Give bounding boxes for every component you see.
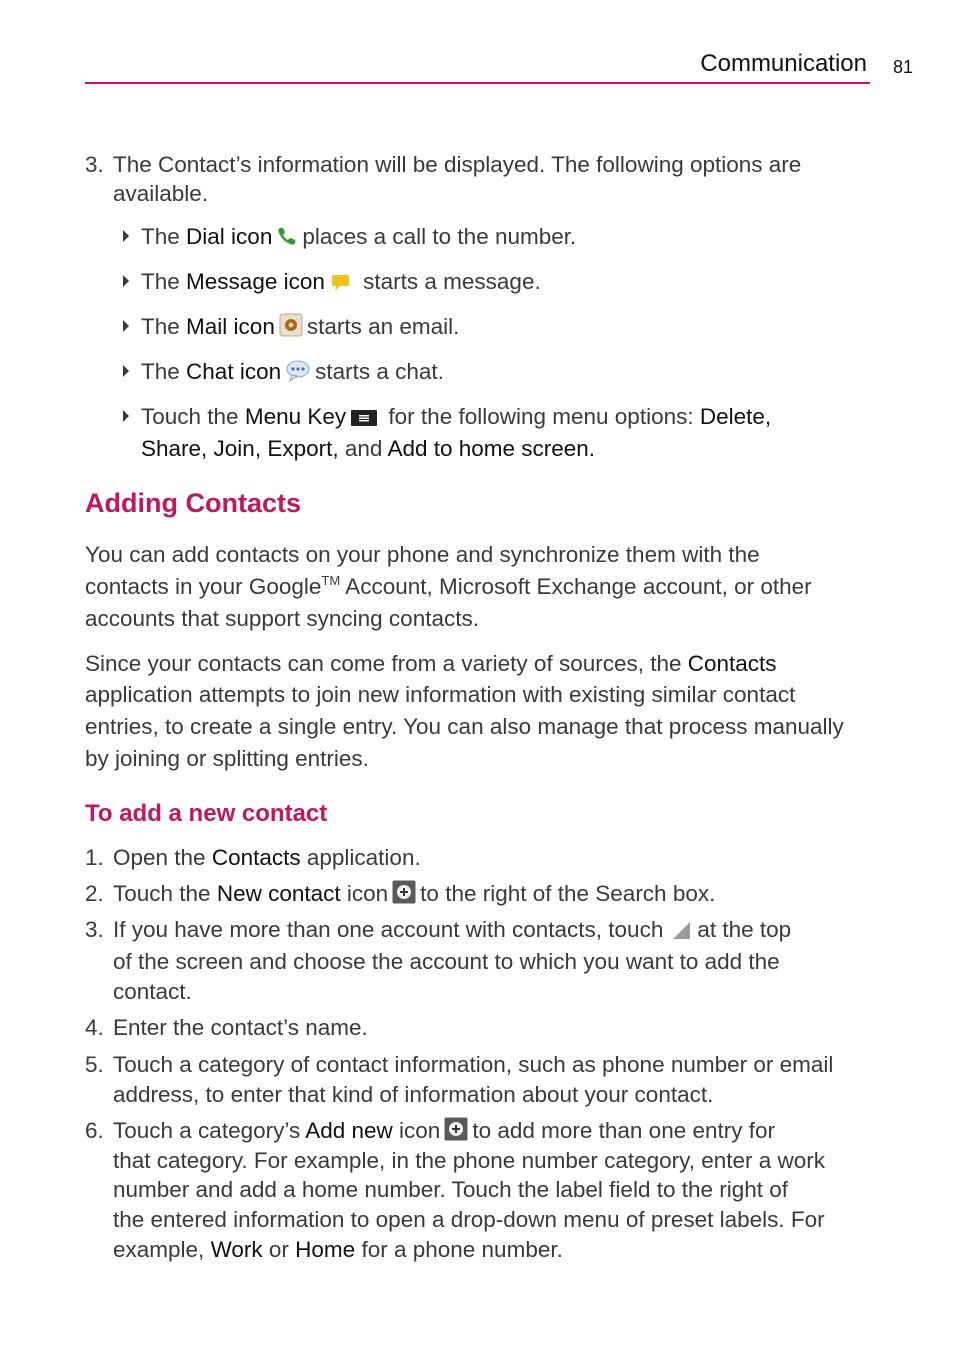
chat-icon — [285, 360, 311, 390]
bullet-chat: The Chat icon starts a chat. — [141, 357, 444, 390]
step-number: 3. — [85, 917, 104, 942]
step-6: Touch a category’s Add new icon to add more than one entry for — [113, 1116, 775, 1149]
paragraph-1-line-2: contacts in your Google™ Account, Microsoft Exchange account, or other — [85, 573, 812, 599]
step-number: 5. — [85, 1052, 104, 1077]
bullet-arrow-icon — [123, 365, 129, 377]
step-number: 4. — [85, 1015, 104, 1040]
bullet-arrow-icon — [123, 410, 129, 422]
step-3-line-3: contact. — [113, 979, 192, 1004]
step-3: If you have more than one account with contacts, touch at the top — [113, 915, 791, 948]
step-text: The Contact’s information will be displayed. The following options are — [113, 152, 802, 177]
page-header — [85, 50, 870, 84]
paragraph-2: Since your contacts can come from a variety of sources, the Contacts — [85, 651, 777, 676]
step-6-line-4: the entered information to open a drop-down menu of preset labels. For — [113, 1207, 825, 1232]
mail-icon — [279, 313, 303, 345]
message-icon — [329, 270, 353, 300]
step-number: 2. — [85, 881, 104, 906]
section-heading: Adding Contacts — [85, 488, 301, 518]
paragraph-1: You can add contacts on your phone and synchronize them with the — [85, 542, 760, 567]
menu-key-icon — [350, 405, 378, 435]
step-number: 3. — [85, 152, 104, 177]
step-number: 6. — [85, 1118, 104, 1143]
step-number: 1. — [85, 845, 104, 870]
bullet-arrow-icon — [123, 275, 129, 287]
bullet-menu: Touch the Menu Key for the following menu options: Delete, — [141, 402, 771, 435]
bullet-mail: The Mail icon starts an email. — [141, 312, 459, 345]
bullet-message: The Message icon starts a message. — [141, 267, 541, 300]
step-2: Touch the New contact icon to the right of the Search box. — [113, 879, 715, 912]
step-6-line-2: that category. For example, in the phone number category, enter a work — [113, 1148, 826, 1173]
bullet-menu-cont: Share, Join, Export, and Add to home screen. — [141, 436, 596, 461]
step-5: Touch a category of contact information, such as phone number or email — [113, 1052, 834, 1077]
bullet-dial: The Dial icon places a call to the number. — [141, 222, 576, 255]
step-3-line-2: of the screen and choose the account to which you want to add the — [113, 949, 780, 974]
bullet-arrow-icon — [123, 320, 129, 332]
step-5-line-2: address, to enter that kind of information about your contact. — [113, 1082, 714, 1107]
paragraph-2-line-3: entries, to create a single entry. You can also manage that process manually — [85, 714, 844, 739]
step-6-line-3: number and add a home number. Touch the label field to the right of — [113, 1177, 789, 1202]
section-title: Communication — [700, 50, 867, 77]
trademark: TM — [321, 573, 341, 588]
step-1: Open the Contacts application. — [113, 845, 421, 870]
paragraph-1-line-3: accounts that support syncing contacts. — [85, 606, 479, 631]
paragraph-2-line-2: application attempts to join new information with existing similar contact — [85, 682, 796, 707]
new-contact-icon — [392, 880, 416, 912]
page-number: 81 — [893, 57, 914, 77]
step-6-line-5: example, Work or Home for a phone number. — [113, 1237, 563, 1262]
step-text-cont: available. — [113, 181, 209, 206]
paragraph-2-line-4: by joining or splitting entries. — [85, 746, 369, 771]
bullet-arrow-icon — [123, 230, 129, 242]
add-new-icon — [444, 1117, 468, 1149]
subsection-heading: To add a new contact — [85, 800, 328, 827]
step-4: Enter the contact’s name. — [113, 1015, 368, 1040]
dial-icon — [276, 225, 298, 255]
account-triangle-icon — [671, 918, 691, 948]
